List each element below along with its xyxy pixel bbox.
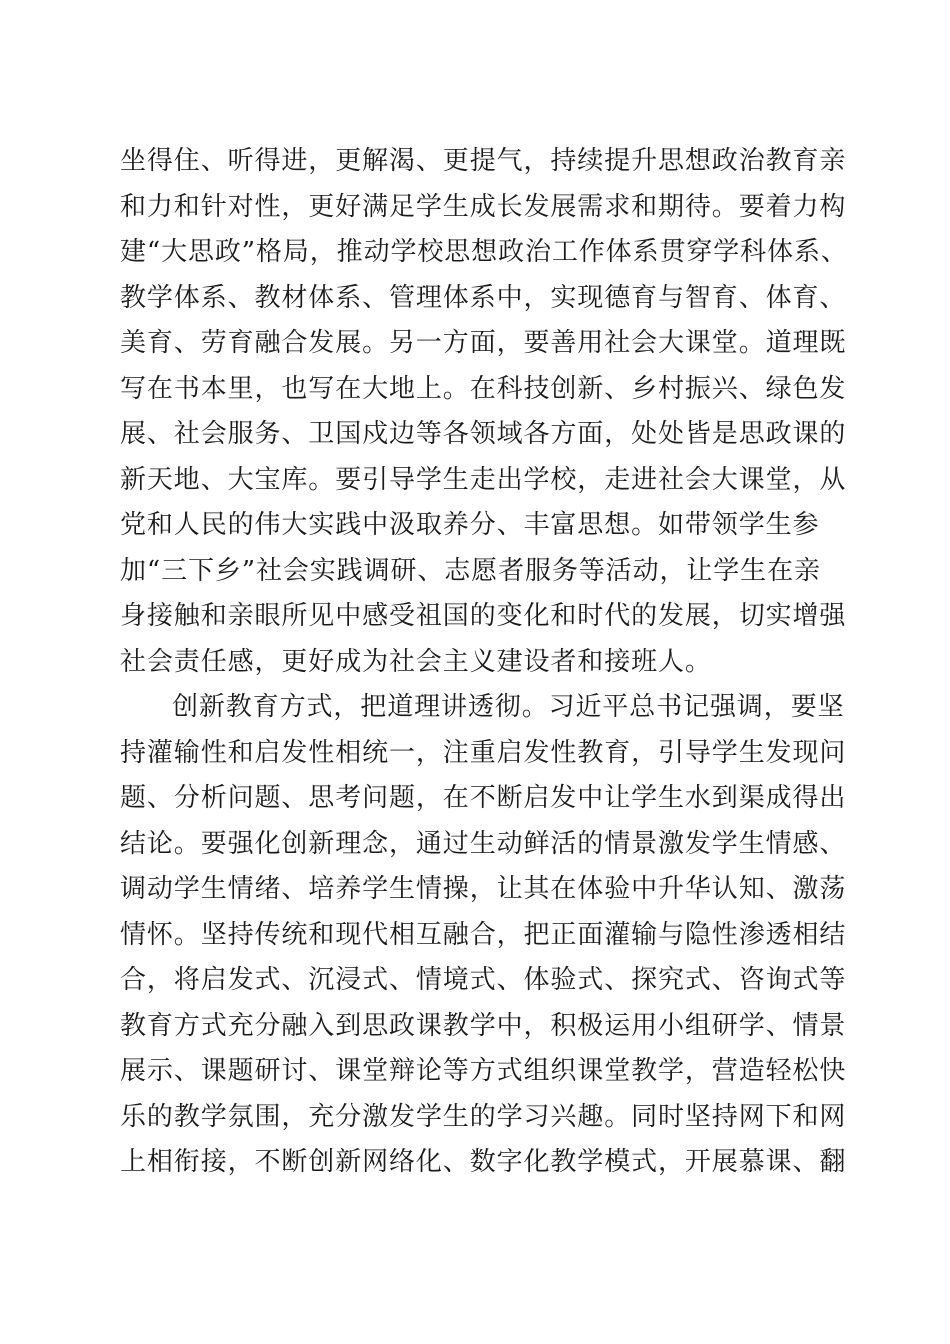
text-line: 写在书本里，也写在大地上。在科技创新、乡村振兴、绿色发 xyxy=(120,373,847,404)
text-line: 情怀。坚持传统和现代相互融合，把正面灌输与隐性渗透相结 xyxy=(120,919,847,950)
text-line: 合，将启发式、沉浸式、情境式、体验式、探究式、咨询式等 xyxy=(120,965,847,995)
text-line: 建“大思政”格局，推动学校思想政治工作体系贯穿学科体系、 xyxy=(120,237,848,267)
text-line: 社会责任感，更好成为社会主义建设者和接班人。 xyxy=(120,646,712,677)
text-line: 教学体系、教材体系、管理体系中，实现德育与智育、体育、 xyxy=(120,282,847,313)
text-line: 上相衔接，不断创新网络化、数字化教学模式，开展慕课、翻 xyxy=(120,1147,847,1177)
text-line: 教育方式充分融入到思政课教学中，积极运用小组研学、情景 xyxy=(120,1010,847,1041)
paragraph-2 xyxy=(120,685,847,1186)
text-line: 加“三下乡”社会实践调研、志愿者服务等活动，让学生在亲 xyxy=(120,555,821,586)
text-line-indented: 创新教育方式，把道理讲透彻。习近平总书记强调，要坚 xyxy=(172,692,845,722)
text-line: 展、社会服务、卫国戍边等各领域各方面，处处皆是思政课的 xyxy=(120,419,847,449)
text-line: 持灌输性和启发性相统一，注重启发性教育，引导学生发现问 xyxy=(120,737,847,768)
text-line: 题、分析问题、思考问题，在不断启发中让学生水到渠成得出 xyxy=(120,783,847,813)
text-line: 展示、课题研讨、课堂辩论等方式组织课堂教学，营造轻松快 xyxy=(120,1056,847,1086)
text-line: 新天地、大宝库。要引导学生走出学校，走进社会大课堂，从 xyxy=(120,464,847,495)
text-line: 美育、劳育融合发展。另一方面，要善用社会大课堂。道理既 xyxy=(120,328,847,358)
body-text xyxy=(120,139,848,1186)
text-line: 党和人民的伟大实践中汲取养分、丰富思想。如带领学生参 xyxy=(120,510,820,540)
text-line: 乐的教学氛围，充分激发学生的学习兴趣。同时坚持网下和网 xyxy=(120,1101,847,1132)
text-line: 身接触和亲眼所见中感受祖国的变化和时代的发展，切实增强 xyxy=(120,601,847,631)
text-line: 调动学生情绪、培养学生情操，让其在体验中升华认知、激荡 xyxy=(120,874,847,904)
paragraph-1 xyxy=(120,139,848,685)
text-line: 结论。要强化创新理念，通过生动鲜活的情景激发学生情感、 xyxy=(120,828,847,859)
text-line: 坐得住、听得进，更解渴、更提气，持续提升思想政治教育亲 xyxy=(120,146,847,176)
text-line: 和力和针对性，更好满足学生成长发展需求和期待。要着力构 xyxy=(120,191,847,222)
